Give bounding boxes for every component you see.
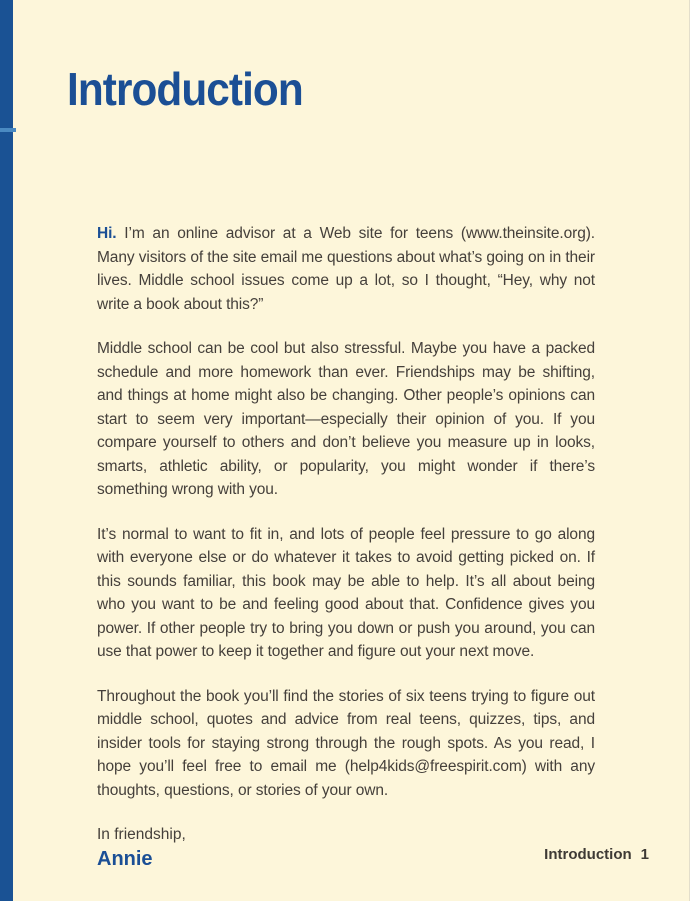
paragraph-1-text: I’m an online advisor at a Web site for teens (www.theinsite.org). Many visitors of the site email me questions about what’s going on in their lives. Middle school issues come up a lot, so I thought, “Hey, why not write a book about this?”: [97, 225, 595, 313]
footer-page-number: 1: [640, 846, 649, 863]
footer-section-label: Introduction: [544, 846, 632, 863]
paragraph-4: Throughout the book you’ll find the stories of six teens trying to figure out middle school, quotes and advice from real teens, quizzes, tips, and insider tools for staying strong through the rough spots. As you read, I hope you’ll feel free to email me (help4kids@freespirit.com) with any thoughts, questions, or stories of your own.: [97, 687, 595, 799]
paragraph-3: It’s normal to want to fit in, and lots of people feel pressure to go along with everyone else or do whatever it takes to avoid getting picked on. If this sounds familiar, this book may be able to help. It’s all about being who you want to be and feeling good about that. Confidence gives you power. If other people try to bring you down or push you around, you can use that power to keep it together and figure out your next move.: [97, 525, 595, 660]
greeting-lead-in: Hi.: [97, 225, 117, 242]
paragraph-2: Middle school can be cool but also stressful. Maybe you have a packed schedule and more homework than ever. Friendships may be shifting, and things at home might also be changing. Other people’s opinions can start to seem very important—especially their opinion of you. If you compare yourself to others and don’t believe you measure up in looks, smarts, athletic ability, or popularity, you might wonder if there’s something wrong with you.: [97, 340, 595, 498]
signature-name: Annie: [97, 848, 153, 870]
intro-body: [97, 222, 595, 872]
page-title: Introduction: [67, 63, 303, 115]
spine-stripe: [0, 128, 16, 132]
closing-line: In friendship,: [97, 826, 186, 843]
spine-bar: [0, 0, 13, 901]
page-footer: [544, 846, 649, 863]
paragraph-1: [97, 222, 595, 316]
